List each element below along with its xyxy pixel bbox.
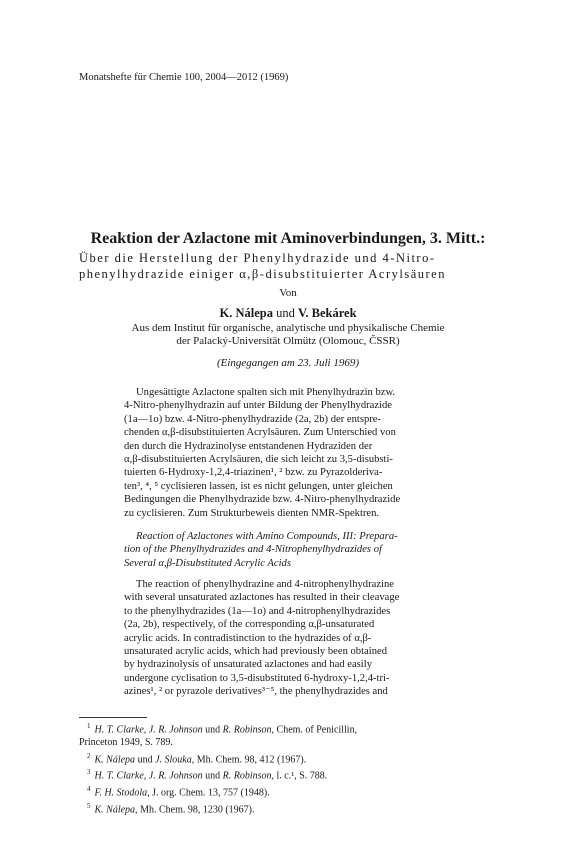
paper-subtitle: [79, 250, 499, 282]
footnote-number: 1: [87, 722, 91, 730]
german-abstract: [124, 386, 498, 520]
footnote-authors: K. Nálepa: [94, 753, 136, 765]
footnote: [79, 783, 499, 800]
footnote-conjunction: und: [135, 753, 156, 765]
institution-line: der Palacký-Universität Olmütz (Olomouc, ČSSR): [176, 335, 400, 347]
footnote-citation: l. c.¹, S. 788.: [274, 770, 328, 782]
english-title-line: Several α,β-Disubstituted Acrylic Acids: [124, 557, 291, 569]
paper-title: Reaktion der Azlactone mit Aminoverbindungen, 3. Mitt.:: [90, 230, 486, 247]
author-name: K. Nálepa: [219, 306, 273, 320]
footnote-authors: H. T. Clarke, J. R. Johnson: [94, 724, 203, 736]
english-line: undergone cyclisation to 3,5-disubstituted 6-hydroxy-1,2,4-tri-: [124, 672, 390, 684]
subtitle-line: phenylhydrazide einiger α,β-disubstituierter Acrylsäuren: [79, 267, 446, 281]
footnote-conjunction: und: [202, 770, 223, 782]
english-line: acrylic acids. In contradistinction to the hydrazides of α,β-: [124, 632, 372, 644]
footnote-conjunction: und: [202, 724, 223, 736]
footnote-authors: R. Robinson,: [222, 770, 275, 782]
footnote-citation: Mh. Chem. 98, 412 (1967).: [194, 753, 307, 765]
author-name: V. Bekárek: [297, 306, 357, 320]
abstract-line: den durch die Hydrazinolyse entstandenen Hydraziden der: [124, 440, 373, 452]
english-line: with several unsaturated azlactones has resulted in their cleavage: [124, 592, 400, 604]
von-label: Von: [279, 287, 297, 299]
abstract-line: tuierten 6-Hydroxy-1,2,4-triazinen¹, ² bzw. zu Pyrazolderiva-: [124, 467, 383, 479]
abstract-line: ten³, ⁴, ⁵ cyclisieren lassen, ist es nicht gelungen, unter gleichen: [124, 480, 393, 492]
english-line: azines¹, ² or pyrazole derivatives³⁻⁵, the phenylhydrazides and: [124, 686, 388, 698]
footnote-citation: Princeton 1949, S. 789.: [79, 736, 173, 748]
english-line: to the phenylhydrazides (1a—1o) and 4-nitrophenylhydrazides: [124, 605, 391, 617]
journal-header: Monatshefte für Chemie 100, 2004—2012 (1969): [79, 72, 289, 83]
footnote-authors: H. T. Clarke, J. R. Johnson: [94, 770, 203, 782]
english-line: by hydrazinolysis of unsaturated azlactones and had easily: [124, 659, 372, 671]
footnote-citation: J. org. Chem. 13, 757 (1948).: [149, 787, 270, 799]
english-line: (2a, 2b), respectively, of the corresponding α,β-unsaturated: [124, 619, 375, 631]
footnote: [79, 800, 499, 817]
abstract-line: Bedingungen die Phenylhydrazide bzw. 4-Nitro-phenylhydrazide: [124, 494, 401, 506]
abstract-line: 4-Nitro-phenylhydrazin auf unter Bildung der Phenylhydrazide: [124, 400, 393, 412]
footnote-authors: K. Nálepa,: [94, 804, 138, 816]
author-line: [0, 306, 576, 321]
institution: [0, 322, 576, 348]
subtitle-line: Über die Herstellung der Phenylhydrazide und 4-Nitro-: [79, 251, 436, 265]
footnote-number: 2: [87, 751, 91, 760]
english-title-line: tion of the Phenylhydrazides and 4-Nitrophenylhydrazides of: [124, 544, 382, 556]
received-date: (Eingegangen am 23. Juli 1969): [216, 357, 360, 369]
institution-line: Aus dem Institut für organische, analytische und physikalische Chemie: [131, 322, 445, 334]
english-line: The reaction of phenylhydrazine and 4-nitrophenylhydrazine: [136, 579, 394, 590]
footnote-continuation: [79, 737, 499, 750]
english-line: unsaturated acrylic acids, which had previously been obtained: [124, 646, 387, 658]
footnote: [79, 766, 499, 783]
footnote-authors: J. Slouka,: [155, 753, 195, 765]
footnote-citation: Mh. Chem. 98, 1230 (1967).: [137, 804, 255, 816]
abstract-line: (1a—1o) bzw. 4-Nitro-phenylhydrazide (2a, 2b) der entspre-: [124, 413, 381, 425]
footnote-divider: [79, 717, 147, 718]
english-title-line: Reaction of Azlactones with Amino Compounds, III: Prepara-: [136, 531, 398, 542]
english-title: [124, 530, 498, 570]
footnote-authors: F. H. Stodola,: [94, 787, 150, 799]
footnote-number: 5: [87, 802, 91, 811]
footnote: [79, 750, 499, 767]
footnote-authors: R. Robinson,: [222, 724, 275, 736]
abstract-line: chenden α,β-disubstituierten Acrylsäuren. Zum Unterschied von: [124, 427, 396, 439]
footnote: [79, 720, 499, 737]
footnote-citation: Chem. of Penicillin,: [274, 724, 358, 736]
footnote-number: 4: [87, 785, 91, 794]
footnote-number: 3: [87, 768, 91, 777]
author-conjunction: und: [276, 306, 295, 320]
abstract-line: zu cyclisieren. Zum Strukturbeweis dienten NMR-Spektren.: [124, 507, 380, 519]
abstract-line: Ungesättigte Azlactone spalten sich mit Phenylhydrazin bzw.: [136, 387, 396, 398]
english-abstract: [124, 578, 498, 699]
footnotes: [79, 720, 499, 817]
abstract-line: α,β-disubstituierten Acrylsäuren, die sich leicht zu 3,5-disubsti-: [124, 454, 393, 466]
